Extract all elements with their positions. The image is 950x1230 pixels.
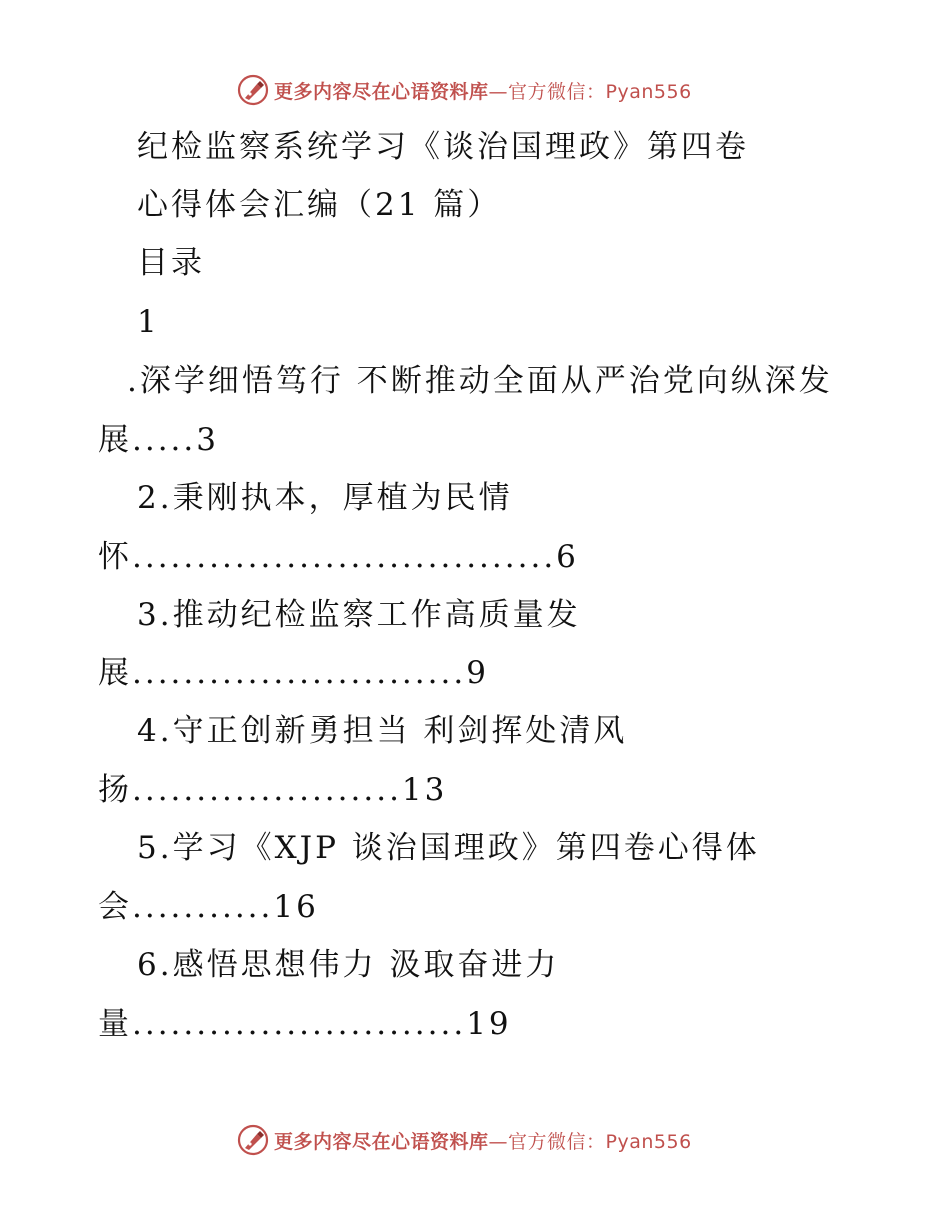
watermark-text: 更多内容尽在心语资料库—官方微信：Pyan556: [274, 80, 692, 103]
toc-entry-6-page: 量..........................19: [98, 1006, 512, 1042]
toc-entry-5-page: 会...........16: [98, 889, 319, 925]
toc-entry-2-title: 2.秉刚执本，厚植为民情: [137, 480, 513, 516]
toc-entry-6-title: 6.感悟思想伟力 汲取奋进力: [137, 947, 560, 983]
footer-watermark: [236, 1120, 692, 1160]
toc-entry-2-page: 怀.................................6: [98, 539, 579, 575]
toc-entry-3-title: 3.推动纪检监察工作高质量发: [137, 597, 581, 633]
document-title-line-2: 心得体会汇编（21 篇）: [137, 187, 502, 223]
toc-entry-1-number: 1: [137, 304, 160, 340]
pen-logo-icon: [236, 1123, 270, 1157]
toc-heading: 目录: [137, 245, 205, 281]
pen-logo-icon: [236, 73, 270, 107]
toc-entry-4-page: 扬.....................13: [98, 772, 448, 808]
toc-entry-5-title: 5.学习《XJP 谈治国理政》第四卷心得体: [137, 830, 760, 866]
toc-entry-1-page: 展.....3: [98, 422, 219, 458]
document-title-line-1: 纪检监察系统学习《谈治国理政》第四卷: [137, 129, 749, 165]
toc-entry-3-page: 展..........................9: [98, 655, 489, 691]
toc-entry-1-title: .深学细悟笃行 不断推动全面从严治党向纵深发: [127, 363, 833, 399]
watermark-text: 更多内容尽在心语资料库—官方微信：Pyan556: [274, 1130, 692, 1153]
header-watermark: [236, 70, 692, 110]
toc-entry-4-title: 4.守正创新勇担当 利剑挥处清风: [137, 713, 628, 749]
